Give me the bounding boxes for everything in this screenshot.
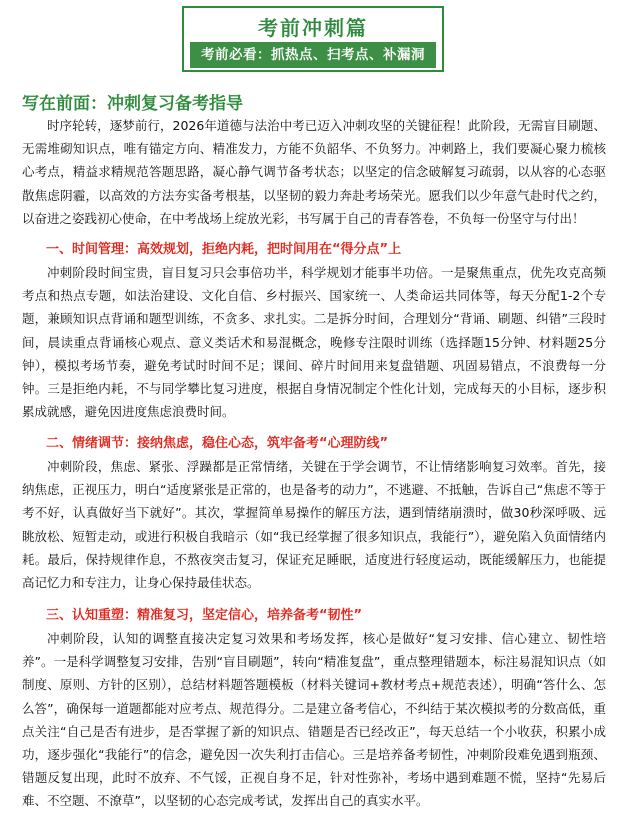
section-paragraph-cognition: 冲刺阶段，认知的调整直接决定复习效果和考场发挥，核心是做好“复习安排、信心建立、韧性培养”。一是科学调整复习安排，告别“盲目刷题”，转向“精准复盘”，重点整理错题本，标注易混知识点（如制度、原则、方针的区别），总结材料题答题模板（材料关键词+教材考点+规范表述），明确“答什么、怎么答”，确保每一道题都能对应考点、规范得分。二是建立备考信心，不纠结于某次模拟考的分数高低，重点关注“自己是否有进步，是否掌握了新的知识点、错题是否已经改正”，每天总结一个小收获，积累小成功，逐步强化“我能行”的信念，避免因一次失利打击信心。三是培养备考韧性，冲刺阶段难免遇到瓶颈、错题反复出现，此时不放弃、不气馁，正视自身不足，针对性弥补，考场中遇到难题不慌，坚持“先易后难、不空题、不潦草”，以坚韧的心态完成考试，发挥出自己的真实水平。 [22,631,606,809]
section-heading-time-management: 一、时间管理：高效规划，拒绝内耗，把时间用在“得分点”上 [46,242,402,257]
header-subtitle: 考前必看：抓热点、扫考点、补漏洞 [190,42,436,68]
section-heading-cognition: 三、认知重塑：精准复习，坚定信心，培养备考“韧性” [46,608,363,623]
header-title: 考前冲刺篇 [258,16,368,40]
section-heading-emotion: 二、情绪调节：接纳焦虑，稳住心态，筑牢备考“心理防线” [46,436,389,451]
intro-title: 写在前面：冲刺复习备考指导 [22,94,243,114]
section-paragraph-emotion: 冲刺阶段，焦虑、紧张、浮躁都是正常情绪，关键在于学会调节，不让情绪影响复习效率。首先，接纳焦虑，正视压力，明白“适度紧张是正常的，也是备考的动力”，不逃避、不抵触，告诉自己“焦虑不等于考不好，认真做好当下就好”。其次，掌握简单易操作的解压方法，遇到情绪崩溃时，做30秒深呼吸、远眺放松、短暂走动，或进行积极自我暗示（如“我已经掌握了很多知识点，我能行”），避免陷入负面情绪内耗。最后，保持规律作息，不熬夜突击复习，保证充足睡眠，适度进行轻度运动，既能缓解压力，也能提高记忆力和专注力，让身心保持最佳状态。 [22,459,606,591]
intro-paragraph: 时序轮转，逐梦前行，2026年道德与法治中考已迈入冲刺攻坚的关键征程！此阶段，无需盲目刷题、无需堆砌知识点，唯有锚定方向、精准发力，方能不负韶华、不负努力。冲刺路上，我们要凝心聚力梳核心考点，精益求精规范答题思路，凝心静气调节备考状态；以坚定的信念破解复习疏弱，以从容的心态驱散焦虑阴霾，以高效的方法夯实备考根基，以坚韧的毅力奔赴考场荣光。愿我们以少年意气赴时代之约，以奋进之姿践初心使命，在中考战场上绽放光彩，书写属于自己的青春答卷，不负每一份坚守与付出！ [22,118,606,226]
header-banner [182,6,444,72]
section-paragraph-time-management: 冲刺阶段时间宝贵，盲目复习只会事倍功半，科学规划才能事半功倍。一是聚焦重点，优先攻克高频考点和热点专题，如法治建设、文化自信、乡村振兴、国家统一、人类命运共同体等，每天分配1-2个专题，兼顾知识点背诵和题型训练，不贪多、求扎实。二是拆分时间，合理划分“背诵、刷题、纠错”三段时间，晨读重点背诵核心观点、意义类话术和易混概念，晚修专注限时训练（选择题15分钟、材料题25分钟），模拟考场节奏，避免考试时时间不足；课间、碎片时间用来复盘错题、巩固易错点，不浪费每一分钟。三是拒绝内耗，不与同学攀比复习进度，根据自身情况制定个性化计划，完成每天的小目标，逐步积累成就感，避免因进度焦虑浪费时间。 [22,265,606,420]
